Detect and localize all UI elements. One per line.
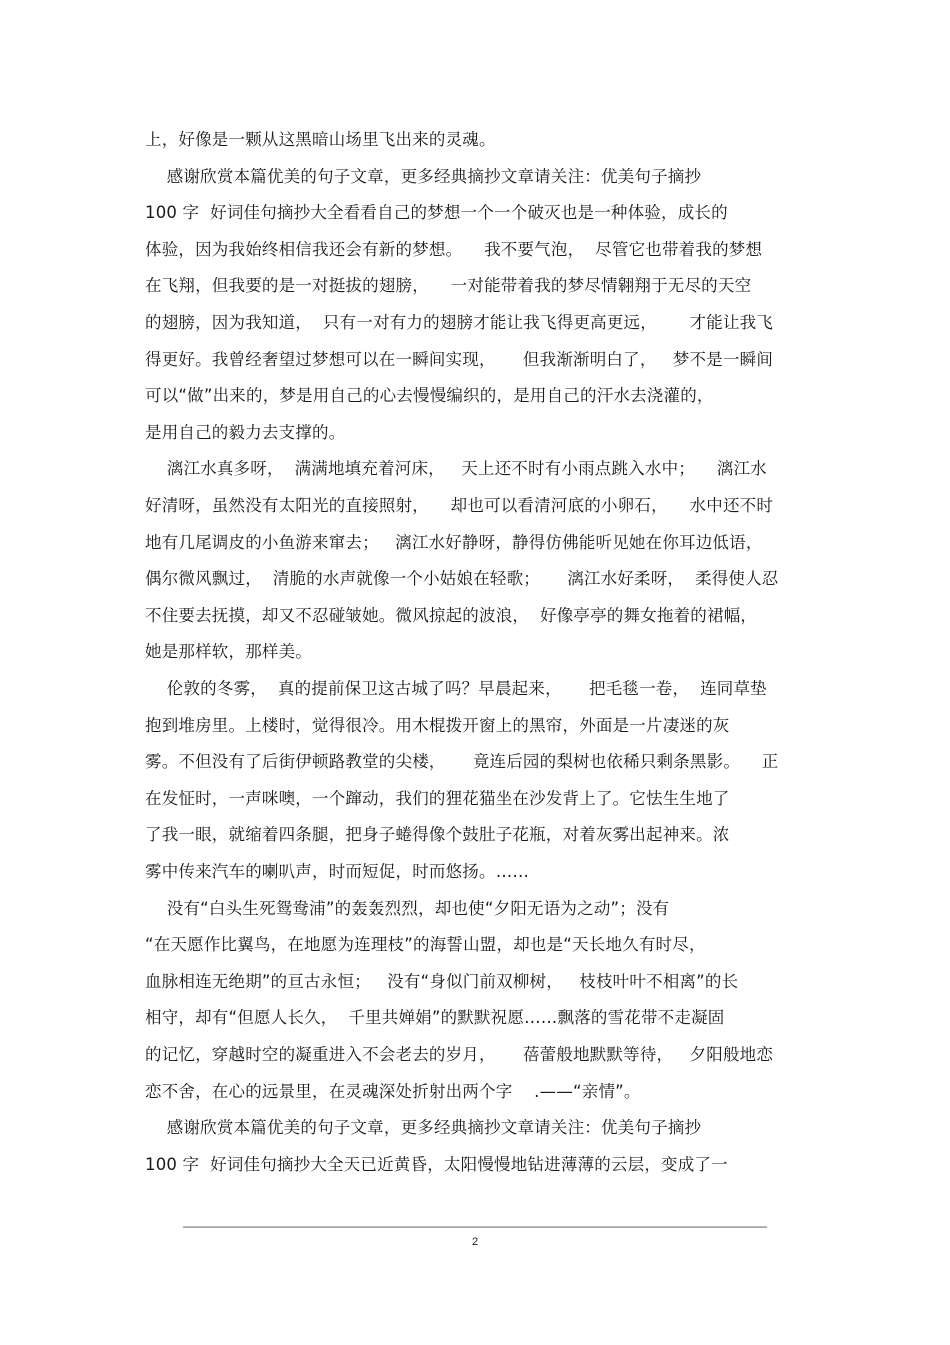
- text-line: 没有“白头生死鸳鸯浦”的轰轰烈烈，却也使“夕阳无语为之动”；没有: [145, 898, 670, 918]
- text-line: 血脉相连无绝期”的亘古永恒； 没有“身似门前双柳树， 枝枝叶叶不相离”的长: [145, 971, 739, 991]
- text-line: 相守，却有“但愿人长久， 千里共婵娟”的默默祝愿……飘落的雪花带不走凝固: [145, 1008, 725, 1028]
- text-line: 得更好。我曾经奢望过梦想可以在一瞬间实现， 但我渐渐明白了， 梦不是一瞬间: [145, 349, 774, 369]
- text-line: 体验，因为我始终相信我还会有新的梦想。 我不要气泡， 尽管它也带着我的梦想: [145, 239, 763, 259]
- text-line: 可以“做”出来的，梦是用自己的心去慢慢编织的，是用自己的汗水去浇灌的，: [145, 386, 714, 406]
- text-line: 了我一眼，就缩着四条腿，把身子蜷得像个鼓肚子花瓶，对着灰雾出起神来。浓: [145, 825, 730, 845]
- text-line: 100 字 好词佳句摘抄大全看看自己的梦想一个一个破灭也是一种体验，成长的: [145, 203, 728, 223]
- text-line: 感谢欣赏本篇优美的句子文章，更多经典摘抄文章请关注：优美句子摘抄: [145, 1118, 702, 1138]
- page-number: 2: [471, 1236, 479, 1248]
- text-line: 100 字 好词佳句摘抄大全天已近黄昏，太阳慢慢地钻进薄薄的云层，变成了一: [145, 1154, 728, 1174]
- text-line: 漓江水真多呀， 满满地填充着河床， 天上还不时有小雨点跳入水中； 漓江水: [145, 459, 767, 479]
- text-line: 抱到堆房里。上楼时，觉得很冷。用木棍拨开窗上的黑帘，外面是一片凄迷的灰: [145, 715, 730, 735]
- text-line: “在天愿作比翼鸟，在地愿为连理枝”的海誓山盟，却也是“天长地久有时尽，: [145, 935, 706, 955]
- text-line: 的翅膀，因为我知道， 只有一对有力的翅膀才能让我飞得更高更远， 才能让我飞: [145, 313, 774, 332]
- text-line: 雾。不但没有了后街伊顿路教堂的尖楼， 竟连后园的梨树也依稀只剩条黑影。 正: [145, 752, 779, 772]
- text-line: 不住要去抚摸，却又不忍碰皱她。微风掠起的波浪， 好像亭亭的舞女拖着的裙幅，: [145, 605, 758, 625]
- text-line: 偶尔微风飘过， 清脆的水声就像一个小姑娘在轻歌； 漓江水好柔呀， 柔得使人忍: [145, 569, 779, 589]
- text-line: 上，好像是一颗从这黑暗山场里飞出来的灵魂。: [145, 130, 496, 149]
- text-line: 的记忆，穿越时空的凝重进入不会老去的岁月， 蓓蕾般地默默等待， 夕阳般地恋: [145, 1045, 774, 1064]
- text-line: 在飞翔，但我要的是一对挺拔的翅膀， 一对能带着我的梦尽情翱翔于无尽的天空: [145, 276, 752, 296]
- text-line: 感谢欣赏本篇优美的句子文章，更多经典摘抄文章请关注：优美句子摘抄: [145, 166, 702, 186]
- text-line: 她是那样软，那样美。: [145, 642, 312, 662]
- text-line: 好清呀，虽然没有太阳光的直接照射， 却也可以看清河底的小卵石， 水中还不时: [145, 496, 774, 515]
- text-line: 伦敦的冬雾， 真的提前保卫这古城了吗？早晨起来， 把毛毯一卷， 连同草垫: [145, 679, 767, 698]
- text-line: 雾中传来汽车的喇叭声，时而短促，时而悠扬。……: [145, 862, 530, 881]
- text-line: 恋不舍，在心的远景里，在灵魂深处折射出两个字 .——“亲情”。: [145, 1081, 641, 1101]
- text-line: 是用自己的毅力去支撑的。: [145, 422, 346, 442]
- text-line: 地有几尾调皮的小鱼游来窜去； 漓江水好静呀，静得仿佛能听见她在你耳边低语，: [145, 532, 763, 552]
- text-line: 在发怔时，一声咪噢，一个蹿动，我们的狸花猫坐在沙发背上了。它怯生生地了: [145, 788, 730, 808]
- footer-rule: [183, 1226, 767, 1228]
